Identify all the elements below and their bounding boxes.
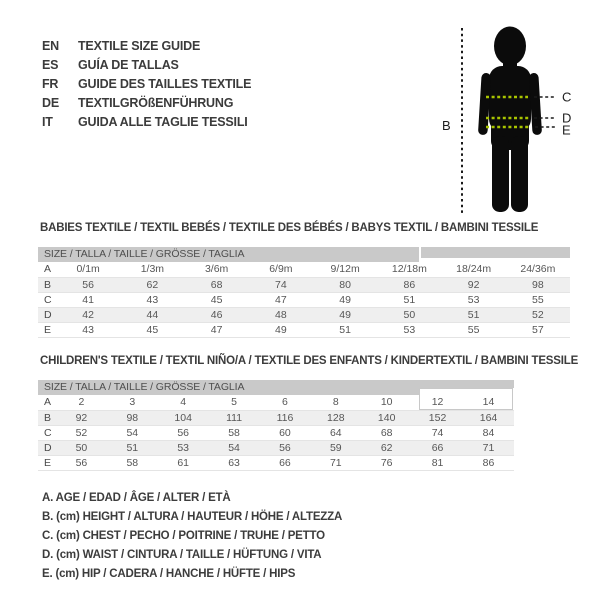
table-cell: 2 — [56, 395, 107, 410]
table-cell: 5 — [209, 395, 260, 410]
table-cell: 41 — [56, 292, 120, 307]
table-row — [38, 262, 570, 277]
table-cell: 76 — [361, 455, 412, 470]
table-cell: 56 — [56, 455, 107, 470]
table-cell: 4 — [158, 395, 209, 410]
table-cell: 80 — [313, 277, 377, 292]
table-cell: 56 — [158, 425, 209, 440]
table-cell: 51 — [377, 292, 441, 307]
row-label: C — [38, 425, 56, 440]
table-cell: 14 — [463, 395, 514, 410]
table-cell: 61 — [158, 455, 209, 470]
table-cell: 56 — [260, 440, 311, 455]
language-code: ES — [42, 58, 59, 72]
language-title: GUÍA DE TALLAS — [78, 58, 179, 72]
table-cell: 60 — [260, 425, 311, 440]
table-cell: 47 — [185, 322, 249, 337]
legend-line: B. (cm) HEIGHT / ALTURA / HAUTEUR / HÖHE / ALTEZZA — [42, 511, 343, 523]
table-cell: 92 — [56, 410, 107, 425]
table-row — [38, 322, 570, 337]
table-cell: 46 — [185, 307, 249, 322]
row-label: D — [38, 307, 56, 322]
table-cell: 74 — [412, 425, 463, 440]
table-cell: 52 — [56, 425, 107, 440]
table-cell: 43 — [120, 292, 184, 307]
table-cell: 63 — [209, 455, 260, 470]
table-row — [38, 307, 570, 322]
babies-table-title: BABIES TEXTILE / TEXTIL BEBÉS / TEXTILE DES BÉBÉS / BABYS TEXTIL / BAMBINI TESSILE — [40, 222, 539, 234]
table-cell: 6/9m — [249, 262, 313, 277]
image-seam — [421, 258, 570, 262]
table-cell: 81 — [412, 455, 463, 470]
table-cell: 50 — [377, 307, 441, 322]
table-row — [38, 425, 514, 440]
table-cell: 66 — [260, 455, 311, 470]
row-label: B — [38, 410, 56, 425]
language-row — [42, 94, 251, 113]
table-cell: 45 — [120, 322, 184, 337]
children-table-title: CHILDREN'S TEXTILE / TEXTIL NIÑO/A / TEXTILE DES ENFANTS / KINDERTEXTIL / BAMBINI TESSILE — [40, 355, 579, 367]
table-cell: 58 — [209, 425, 260, 440]
table-cell: 55 — [506, 292, 570, 307]
language-row — [42, 113, 251, 132]
row-label: B — [38, 277, 56, 292]
table-row — [38, 292, 570, 307]
waist-label: D — [562, 110, 572, 126]
table-cell: 50 — [56, 440, 107, 455]
table-cell: 47 — [249, 292, 313, 307]
language-row — [42, 37, 251, 56]
table-cell: 59 — [310, 440, 361, 455]
table-cell: 62 — [361, 440, 412, 455]
table-cell: 0/1m — [56, 262, 120, 277]
table-cell: 54 — [209, 440, 260, 455]
table-cell: 74 — [249, 277, 313, 292]
table-cell: 66 — [412, 440, 463, 455]
language-code: DE — [42, 96, 59, 110]
table-cell: 9/12m — [313, 262, 377, 277]
table-cell: 49 — [249, 322, 313, 337]
chest-label: C — [562, 89, 572, 105]
table-cell: 68 — [361, 425, 412, 440]
table-cell: 55 — [442, 322, 506, 337]
language-code: FR — [42, 77, 59, 91]
row-label: E — [38, 322, 56, 337]
table-cell: 12 — [412, 395, 463, 410]
table-cell: 164 — [463, 410, 514, 425]
table-cell: 68 — [185, 277, 249, 292]
table-cell: 8 — [310, 395, 361, 410]
table-cell: 71 — [463, 440, 514, 455]
table-cell: 1/3m — [120, 262, 184, 277]
height-label: B — [442, 118, 451, 133]
table-cell: 43 — [56, 322, 120, 337]
table-cell: 51 — [442, 307, 506, 322]
table-cell: 116 — [260, 410, 311, 425]
table-cell: 24/36m — [506, 262, 570, 277]
table-cell: 51 — [107, 440, 158, 455]
table-cell: 45 — [185, 292, 249, 307]
table-cell: 53 — [158, 440, 209, 455]
language-title: TEXTILE SIZE GUIDE — [78, 39, 201, 53]
table-cell: 98 — [107, 410, 158, 425]
legend-line: A. AGE / EDAD / ÂGE / ALTER / ETÀ — [42, 492, 231, 504]
children-table-header: SIZE / TALLA / TAILLE / GRÖSSE / TAGLIA — [38, 380, 514, 395]
table-cell: 54 — [107, 425, 158, 440]
table-cell: 6 — [260, 395, 311, 410]
table-cell: 128 — [310, 410, 361, 425]
row-label: D — [38, 440, 56, 455]
language-title: TEXTILGRÖßENFÜHRUNG — [78, 96, 234, 110]
table-cell: 71 — [310, 455, 361, 470]
table-cell: 140 — [361, 410, 412, 425]
table-cell: 49 — [313, 292, 377, 307]
table-cell: 49 — [313, 307, 377, 322]
table-cell: 53 — [377, 322, 441, 337]
babies-size-table — [38, 262, 570, 338]
measurement-figure — [428, 8, 600, 223]
table-cell: 84 — [463, 425, 514, 440]
row-label: E — [38, 455, 56, 470]
table-cell: 51 — [313, 322, 377, 337]
table-cell: 10 — [361, 395, 412, 410]
language-code: EN — [42, 39, 59, 53]
table-cell: 64 — [310, 425, 361, 440]
table-cell: 86 — [463, 455, 514, 470]
language-list — [42, 37, 251, 132]
height-measure-line — [442, 28, 462, 214]
table-row — [38, 410, 514, 425]
language-title: GUIDE DES TAILLES TEXTILE — [78, 77, 252, 91]
table-cell: 86 — [377, 277, 441, 292]
table-cell: 3/6m — [185, 262, 249, 277]
table-cell: 12/18m — [377, 262, 441, 277]
language-row — [42, 75, 251, 94]
table-cell: 48 — [249, 307, 313, 322]
hip-label: E — [562, 122, 571, 138]
table-cell: 92 — [442, 277, 506, 292]
table-cell: 104 — [158, 410, 209, 425]
legend-line: D. (cm) WAIST / CINTURA / TAILLE / HÜFTUNG / VITA — [42, 549, 322, 561]
table-cell: 52 — [506, 307, 570, 322]
table-cell: 111 — [209, 410, 260, 425]
table-row — [38, 277, 570, 292]
table-cell: 152 — [412, 410, 463, 425]
table-cell: 44 — [120, 307, 184, 322]
table-cell: 42 — [56, 307, 120, 322]
table-cell: 62 — [120, 277, 184, 292]
language-title: GUIDA ALLE TAGLIE TESSILI — [78, 115, 248, 129]
row-label: A — [38, 395, 56, 410]
language-row — [42, 56, 251, 75]
table-cell: 56 — [56, 277, 120, 292]
legend-line: C. (cm) CHEST / PECHO / POITRINE / TRUHE / PETTO — [42, 530, 325, 542]
measurement-legend — [42, 489, 342, 584]
table-cell: 58 — [107, 455, 158, 470]
table-cell: 57 — [506, 322, 570, 337]
table-row — [38, 455, 514, 470]
language-code: IT — [42, 115, 53, 129]
table-row — [38, 440, 514, 455]
table-cell: 98 — [506, 277, 570, 292]
row-label: A — [38, 262, 56, 277]
table-cell: 3 — [107, 395, 158, 410]
highlight-box — [419, 388, 513, 410]
table-cell: 18/24m — [442, 262, 506, 277]
legend-line: E. (cm) HIP / CADERA / HANCHE / HÜFTE / HIPS — [42, 568, 296, 580]
table-cell: 53 — [442, 292, 506, 307]
row-label: C — [38, 292, 56, 307]
babies-table-header: SIZE / TALLA / TAILLE / GRÖSSE / TAGLIA — [38, 247, 570, 262]
